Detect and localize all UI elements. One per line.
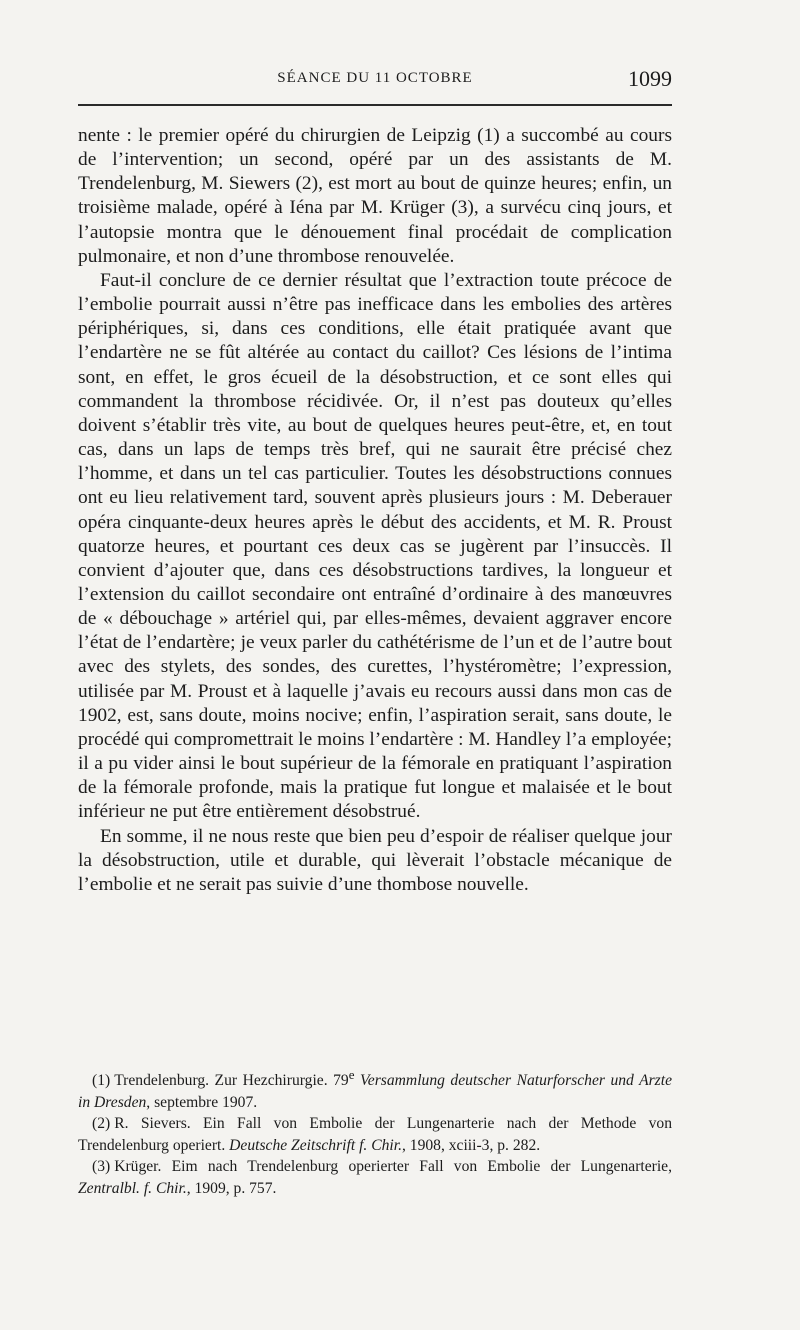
footnote-text-end: , 1908, xciii-3, p. 282.	[401, 1136, 541, 1154]
footnote-2	[78, 1113, 672, 1156]
paragraph-3: En somme, il ne nous reste que bien peu d’espoir de réaliser quelque jour la désobstruction, utile et durable, qui lèverait l’obstacle mécanique de l’embolie et ne serait pas suivie d’une thombose nouvelle.	[78, 825, 672, 895]
footnote-text: R. Sievers. Ein Fall von Embolie der Lungenarterie nach der Methode von Trendelenburg operiert.	[78, 1115, 672, 1154]
footnote-italic: Zentralbl. f. Chir.	[78, 1179, 187, 1197]
page-number: 1099	[628, 66, 672, 91]
paragraph-1: nente : le premier opéré du chirurgien de Leipzig (1) a succombé au cours de l’intervention; un second, opéré par un des assistants de M. Trendelenburg, M. Siewers (2), est mort au bout de quinze heures; enfin, un troisième malade, opéré à Iéna par M. Krüger (3), a survécu cinq jours, et l’autopsie montra que le dénouement final procédait de complication pulmonaire, et non d’une thrombose renouvelée.	[78, 125, 672, 267]
footnote-superscript: e	[348, 1067, 355, 1082]
footnote-text: Krüger. Eim nach Trendelenburg operierter Fall von Embolie der Lungenarterie,	[114, 1158, 672, 1176]
paragraph-2: Faut-il conclure de ce dernier résultat que l’extraction toute précoce de l’embolie pourrait aussi n’être pas inefficace dans les embolies des artères périphériques, si, dans ces conditions, elle était pratiquée avant que l’endartère ne se fût altérée au contact du caillot? Ces lésions de l’intima sont, en effet, le gros écueil de la désobstruction, et ce sont elles qui commandent la thrombose récidivée. Or, il n’est pas douteux qu’elles doivent s’établir très vite, au bout de quelques heures peut-être, et, en tout cas, dans un laps de temps très bref, qui ne saurait être précisé chez l’homme, et dans un tel cas particulier. Toutes les désobstructions connues ont eu lieu relativement tard, souvent après plusieurs jours : M. Deberauer opéra cinquante-deux heures après le début des accidents, et M. R. Proust quatorze heures, et pourtant ces deux cas se jugèrent par l’insuccès. Il convient d’ajouter que, dans ces désobstructions tardives, la longueur et l’extension du caillot secondaire ont entraîné d’ordinaire à des manœuvres de « débouchage » artériel qui, par elles-mêmes, devaient aggraver encore l’état de l’endartère; je veux parler du cathétérisme de l’un et de l’autre bout avec des stylets, des sondes, des curettes, l’hystéromètre; l’expression, utilisée par M. Proust et à laquelle j’avais eu recours aussi dans mon cas de 1902, est, sans doute, moins nocive; enfin, l’aspiration serait, sans doute, le procédé qui compromettrait le moins l’endartère : M. Handley l’a employée; il a pu vider ainsi le bout supérieur de la fémorale en pratiquant l’aspiration de la fémorale profonde, mais la pratique fut longue et malaisée et le bout inférieur ne put être entièrement désobstrué.	[78, 269, 672, 823]
footnote-3	[78, 1156, 672, 1199]
page-header	[78, 66, 672, 96]
footnote-italic: Versammlung deutscher Naturforscher und Arzte in Dresden	[78, 1072, 672, 1111]
footnote-text-end: , septembre 1907.	[146, 1093, 258, 1111]
footnote-text-end: , 1909, p. 757.	[186, 1179, 277, 1197]
main-text	[78, 124, 672, 897]
running-head: SÉANCE DU 11 OCTOBRE	[277, 70, 473, 86]
header-rule	[78, 104, 672, 106]
footnote-number: (2)	[92, 1115, 111, 1133]
footnote-text: Trendelenburg. Zur Hezchirurgie. 79	[114, 1072, 349, 1090]
footnote-1	[78, 1064, 672, 1113]
footnote-number: (3)	[92, 1158, 111, 1176]
footnote-italic: Deutsche Zeitschrift f. Chir.	[229, 1136, 402, 1154]
footnote-number: (1)	[92, 1072, 111, 1090]
footnotes	[78, 1064, 672, 1199]
